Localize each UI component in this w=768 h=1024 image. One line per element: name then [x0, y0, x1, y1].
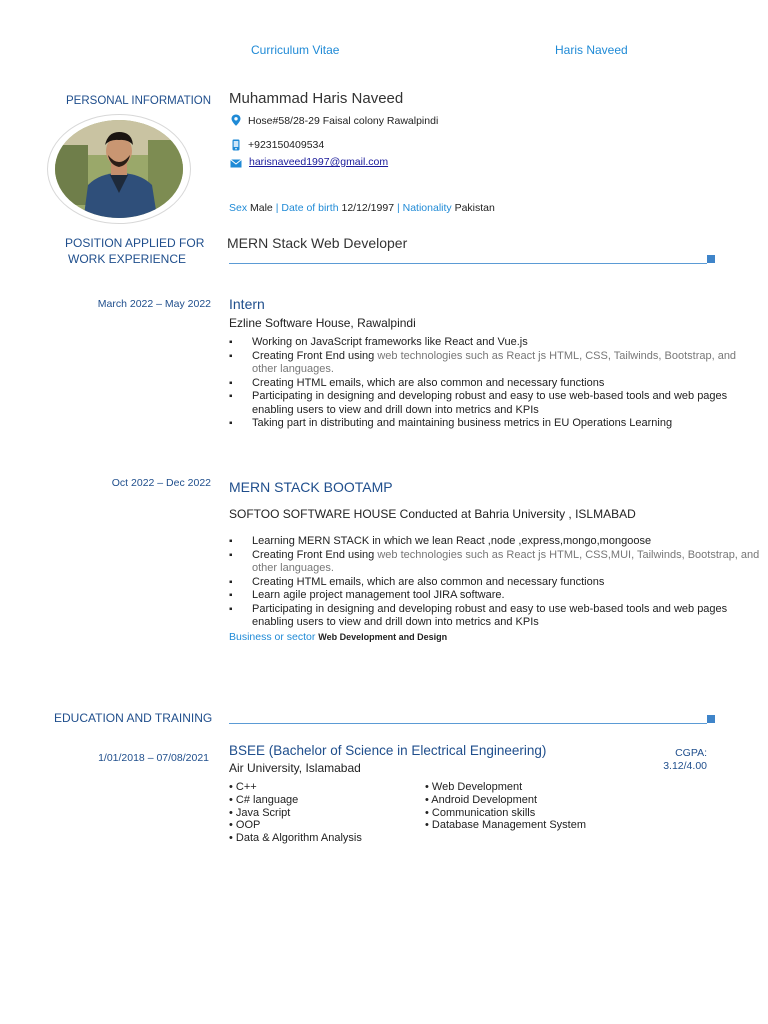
skills-left: [229, 781, 362, 845]
list-item: ▪ Learning MERN STACK in which we lean React ,node ,express,mongo,mongoose: [229, 535, 763, 549]
phone-text: +923150409534: [248, 139, 325, 151]
list-item: ▪ Creating Front End using web technologies such as React js HTML, CSS,MUI, Tailwinds, Bootstrap, and other languages.: [229, 549, 763, 576]
address-text: Hose#58/28-29 Faisal colony Rawalpindi: [248, 115, 439, 127]
sex-label: Sex: [229, 202, 248, 214]
list-item: ▪ Creating Front End using web technologies such as React js HTML, CSS, Tailwinds, Bootstrap, and other languages.: [229, 350, 763, 377]
sex-value: Male: [250, 202, 273, 214]
section-rule: [229, 263, 707, 264]
email-link[interactable]: harisnaveed1997@gmail.com: [249, 156, 389, 168]
skill-item: • Android Development: [425, 793, 538, 806]
list-item: ▪ Working on JavaScript frameworks like React and Vue.js: [229, 336, 763, 350]
position-title: MERN Stack Web Developer: [227, 235, 408, 251]
sector-value: Web Development and Design: [318, 632, 448, 642]
envelope-icon: [230, 157, 242, 169]
section-rule-marker: [707, 255, 715, 263]
skill-item: • Java Script: [229, 806, 291, 819]
nationality-label: Nationality: [402, 202, 452, 214]
separator: |: [275, 202, 279, 214]
experience-dates: March 2022 – May 2022: [97, 298, 211, 310]
section-rule: [229, 723, 707, 724]
list-item: ▪ Participating in designing and developing robust and easy to use web-based tools and web pages enabling users to view and drill down into metrics and KPIs: [229, 390, 763, 417]
nationality-value: Pakistan: [454, 202, 495, 214]
list-item: ▪ Taking part in distributing and maintaining business metrics in EU Operations Learning: [229, 417, 763, 431]
skills-right: [425, 781, 586, 832]
header-name: Haris Naveed: [555, 43, 628, 57]
business-sector: [229, 631, 447, 643]
phone-icon: [230, 139, 242, 151]
skill-item: • C# language: [229, 793, 299, 806]
education-label: EDUCATION AND TRAINING: [54, 711, 213, 725]
degree-title: BSEE (Bachelor of Science in Electrical Engineering): [229, 743, 547, 758]
experience-role: Intern: [229, 296, 265, 312]
skill-item: • Web Development: [425, 781, 523, 793]
position-label: [65, 235, 204, 267]
profile-photo: [47, 114, 191, 224]
experience-role: MERN STACK BOOTAMP: [229, 479, 393, 495]
list-item: ▪ Participating in designing and developing robust and easy to use web-based tools and web pages enabling users to view and drill down into metrics and KPIs: [229, 603, 763, 630]
section-rule-marker: [707, 715, 715, 723]
cv-title: Curriculum Vitae: [251, 43, 340, 57]
cgpa-value: 3.12/4.00: [663, 760, 707, 772]
skill-item: • Communication skills: [425, 806, 536, 819]
cgpa: [663, 747, 707, 773]
profile-photo-art: [48, 115, 190, 223]
personal-info-label: PERSONAL INFORMATION: [66, 95, 212, 107]
experience-bullets: [229, 535, 763, 630]
dob-label: Date of birth: [281, 202, 339, 214]
experience-dates: Oct 2022 – Dec 2022: [111, 477, 211, 489]
position-label-line1: POSITION APPLIED FOR: [65, 236, 205, 250]
separator: |: [396, 202, 400, 214]
experience-org: SOFTOO SOFTWARE HOUSE Conducted at Bahria University , ISLMABAD: [229, 507, 636, 521]
list-item: ▪ Learn agile project management tool JIRA software.: [229, 589, 763, 603]
position-label-line2: WORK EXPERIENCE: [68, 252, 187, 266]
education-dates: 1/01/2018 – 07/08/2021: [98, 752, 209, 764]
experience-bullets: [229, 336, 763, 431]
experience-org: Ezline Software House, Rawalpindi: [229, 316, 416, 330]
school-name: Air University, Islamabad: [229, 761, 361, 775]
list-item: ▪ Creating HTML emails, which are also common and necessary functions: [229, 377, 763, 391]
skill-item: • Database Management System: [425, 819, 586, 832]
sector-label: Business or sector: [229, 631, 316, 643]
skill-item: • OOP: [229, 819, 261, 832]
skill-item: • Data & Algorithm Analysis: [229, 832, 362, 845]
dob-value: 12/12/1997: [341, 202, 395, 214]
skill-item: • C++: [229, 781, 257, 793]
location-pin-icon: [230, 114, 242, 126]
full-name: Muhammad Haris Naveed: [229, 90, 404, 107]
personal-details-row: [229, 202, 495, 214]
cgpa-label: CGPA:: [675, 747, 707, 759]
list-item: ▪ Creating HTML emails, which are also common and necessary functions: [229, 576, 763, 590]
